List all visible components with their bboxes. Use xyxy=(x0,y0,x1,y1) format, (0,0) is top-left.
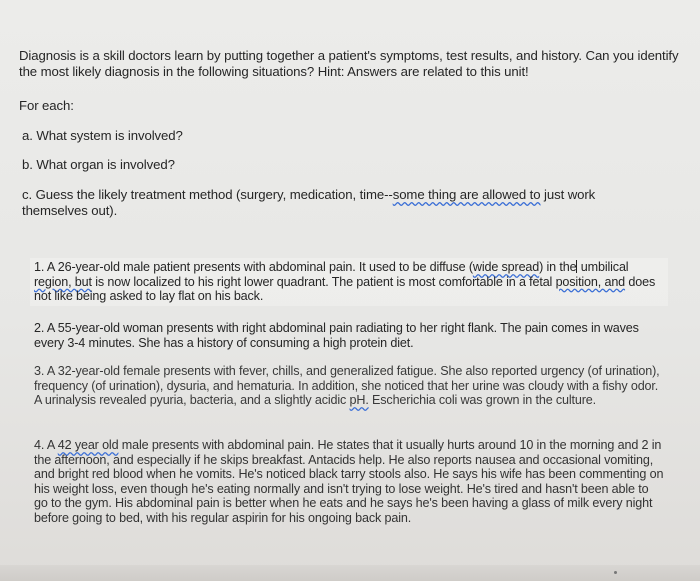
case-2 xyxy=(30,319,668,352)
case-1-text-3: umbilical xyxy=(577,260,629,274)
dot-mark xyxy=(614,571,617,574)
case-1-underline-2: region, but xyxy=(34,274,92,289)
bottom-edge xyxy=(0,565,700,581)
question-c-underlined: some thing are allowed to xyxy=(392,187,541,202)
intro-paragraph: Diagnosis is a skill doctors learn by putting together a patient's symptoms, test results, and history. Can you identify the most likely diagnosis in the following situations? Hint: Answers are related to this unit! xyxy=(19,48,679,79)
question-b: b. What organ is involved? xyxy=(22,157,175,172)
case-1-text-2: ) in the xyxy=(539,260,577,274)
case-3-underline-1: pH. xyxy=(349,393,369,407)
question-c xyxy=(22,187,662,219)
case-1-text-1: 1. A 26-year-old male patient presents with abdominal pain. It used to be diffuse ( xyxy=(34,260,473,274)
case-4-text-2: male presents with abdominal pain. He states that it usually hurts around 10 in the morning and 2 in the afternoon, and especially if he skips breakfast. Antacids help. He also reports nausea and occasional vomiting, and bright red blood when he vomits. He's noticed black tarry stools also. He says his wife has been commenting on his weight loss, even though he's eating normally and isn't trying to lose weight. He's tired and hasn't been able to go to the gym. His abdominal pain is better when he eats and he says he's been having a glass of milk every night before going to bed, with his regular aspirin for his ongoing back pain. xyxy=(34,438,664,525)
for-each-label: For each: xyxy=(19,98,74,113)
case-4-underline-1: 42 year old xyxy=(57,438,119,452)
case-1-underline-3: position, and xyxy=(555,274,626,289)
case-3 xyxy=(30,362,668,410)
case-4 xyxy=(30,436,668,527)
question-a: a. What system is involved? xyxy=(22,128,183,143)
question-c-prefix: c. Guess the likely treatment method (surgery, medication, time-- xyxy=(22,187,393,202)
case-3-text-1: 3. A 32-year-old female presents with fever, chills, and generalized fatigue. She also reported urgency (of urination), frequency (of urination), dysuria, and hematuria. In addition, she noticed that her urine was cloudy with a fishy odor. A urinalysis revealed pyuria, bacteria, and a slightly acidic xyxy=(34,364,660,407)
case-1-text-5: does not like being asked to lay flat on his back. xyxy=(34,274,656,303)
case-2-text: 2. A 55-year-old woman presents with right abdominal pain radiating to her right flank. The pain comes in waves every 3-4 minutes. She has a history of consuming a high protein diet. xyxy=(34,321,639,350)
case-3-text-2: Escherichia coli was grown in the culture. xyxy=(368,393,597,407)
case-4-text-1: 4. A xyxy=(34,438,58,452)
case-1-underline-1: wide spread xyxy=(472,260,540,274)
case-1 xyxy=(30,258,668,306)
question-c-suffix: just work themselves out). xyxy=(22,187,596,218)
case-1-text-4: is now localized to his right lower quadrant. The patient is most comfortable in a fetal xyxy=(91,274,556,289)
